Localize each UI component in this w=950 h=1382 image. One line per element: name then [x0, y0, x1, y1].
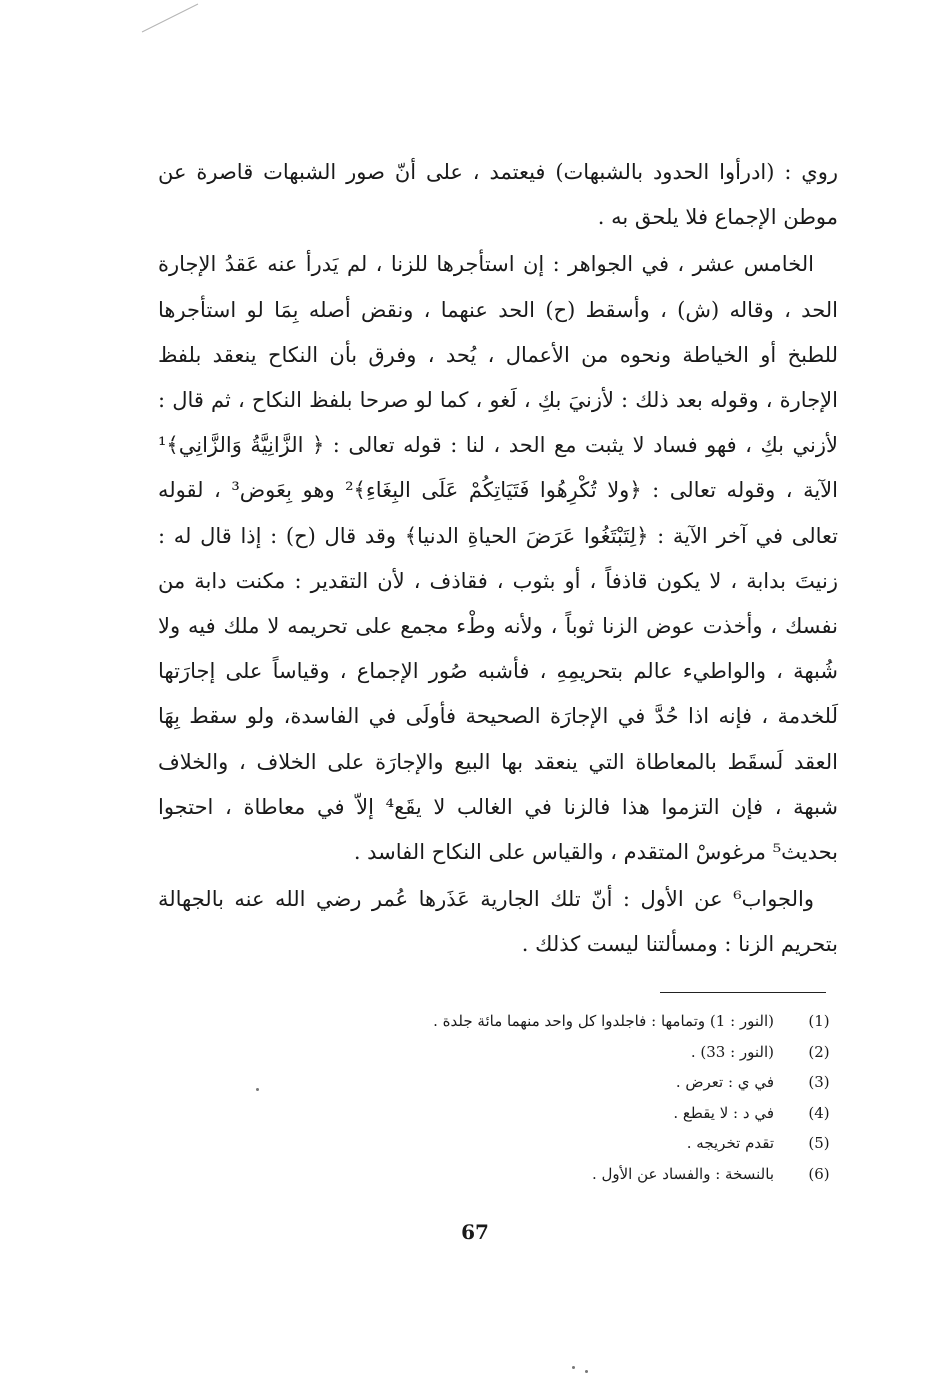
- footnote-text: (النور : 1) وتمامها : فاجلدوا كل واحد منهما مائة جلدة .: [433, 1012, 774, 1030]
- footnote-number: (3): [808, 1073, 830, 1092]
- page-body: [158, 150, 838, 970]
- footnote-number: (4): [808, 1103, 830, 1122]
- scan-speck: [572, 1366, 575, 1369]
- scan-artifact-icon: [140, 0, 200, 34]
- scan-artifact-line: [140, 0, 200, 34]
- footnote-item: [200, 1067, 830, 1098]
- scan-speck: [256, 1088, 259, 1091]
- footnote-number: (1): [808, 1012, 830, 1030]
- paragraph-answer: والجواب⁶ عن الأول : أنّ تلك الجارية عَذَرها عُمر رضي الله عنه بالجهالة بتحريم الزنا : ومسألتنا ليست كذلك .: [158, 887, 838, 957]
- footnote-text: (النور : 33) .: [690, 1042, 774, 1061]
- footnote-item: [200, 1128, 830, 1159]
- footnote-number: (5): [808, 1134, 830, 1153]
- paragraph-fifteenth-case: الخامس عشر ، في الجواهر : إن استأجرها للزنا ، لم يَدرأ عنه عَقدُ الإجارة الحد ، وقاله (ش) ، وأسقط (ح) الحد عنهما ، ونقض أصله بِمَا لو استأجرها للطبخ أو الخياطة ونحوه من الأعمال ، يُحد ، وفرق بأن النكاح ينعقد بلفظ الإجارة ، وقوله بعد ذلك : لأزنيَ بكِ ، لَغو ، كما لو صرحا بلفظ النكاح ، ثم قال : لأزني بكِ ، فهو فساد لا يثبت مع الحد ، لنا : قوله تعالى : ﴿ الزَّانِيَّةُ وَالزَّانِي﴾¹ الآية ، وقوله تعالى : ﴿ولا تُكْرِهُوا فَتَيَاتِكُمْ عَلَى البِغَاءِ﴾² وهو بِعَوض³ ، لقوله تعالى في آخر الآية : ﴿لِتَبْتَغُوا عَرَضَ الحياةِ الدنيا﴾ وقد قال (ح) : إذا قال له : زنيتَ بدابة ، لا يكون قاذفاً ، أو بثوب ، فقاذف ، لأن التقدير : مكنت دابة من نفسك ، وأخذت عوض الزنا ثوباً ، ولأنه وطْء مجمع على تحريمه لا ملك فيه ولا شُبهة ، والواطيء عالم بتحريمِهِ ، فأشبه صُور الإجماع ، وقياساً على إجارَتها لَلخدمة ، فإنه اذا حُدَّ في الإجارَة الصحيحة فأولَى في الفاسدة، ولو سقط بِهَا العقد لَسقَط بالمعاطاة التي ينعقد بها البيع والإجارَة على الخلاف ، والخلاف شبهة ، فإن التزموا هذا فالزنا في الغالب لا يقَع⁴ إلاّ في معاطاة ، احتجوا بحديث⁵ مرغوسْ المتقدم ، والقياس على النكاح الفاسد .: [158, 252, 838, 865]
- footnote-separator: [660, 992, 826, 993]
- footnotes-list: [200, 1006, 830, 1190]
- footnote-number: (2): [808, 1042, 830, 1061]
- footnote-text: في د : لا يقطع .: [673, 1103, 774, 1122]
- footnote-item: [200, 1159, 830, 1190]
- page-number: 67: [461, 1220, 489, 1244]
- footnote-text: في ي : تعرض .: [675, 1073, 774, 1092]
- footnote-text: تقدم تخريجه .: [686, 1134, 774, 1153]
- footnote-item: [200, 1006, 830, 1037]
- footnote-text: بالنسخة : والفساد عن الأول .: [591, 1164, 774, 1183]
- footnote-number: (6): [808, 1164, 830, 1183]
- scan-speck: [585, 1370, 588, 1373]
- footnote-item: [200, 1098, 830, 1129]
- paragraph-intro: روي : (ادرأوا الحدود بالشبهات) فيعتمد ، على أنّ صور الشبهات قاصرة عن موطن الإجماع فلا يلحق به .: [158, 160, 838, 230]
- footnote-item: [200, 1037, 830, 1068]
